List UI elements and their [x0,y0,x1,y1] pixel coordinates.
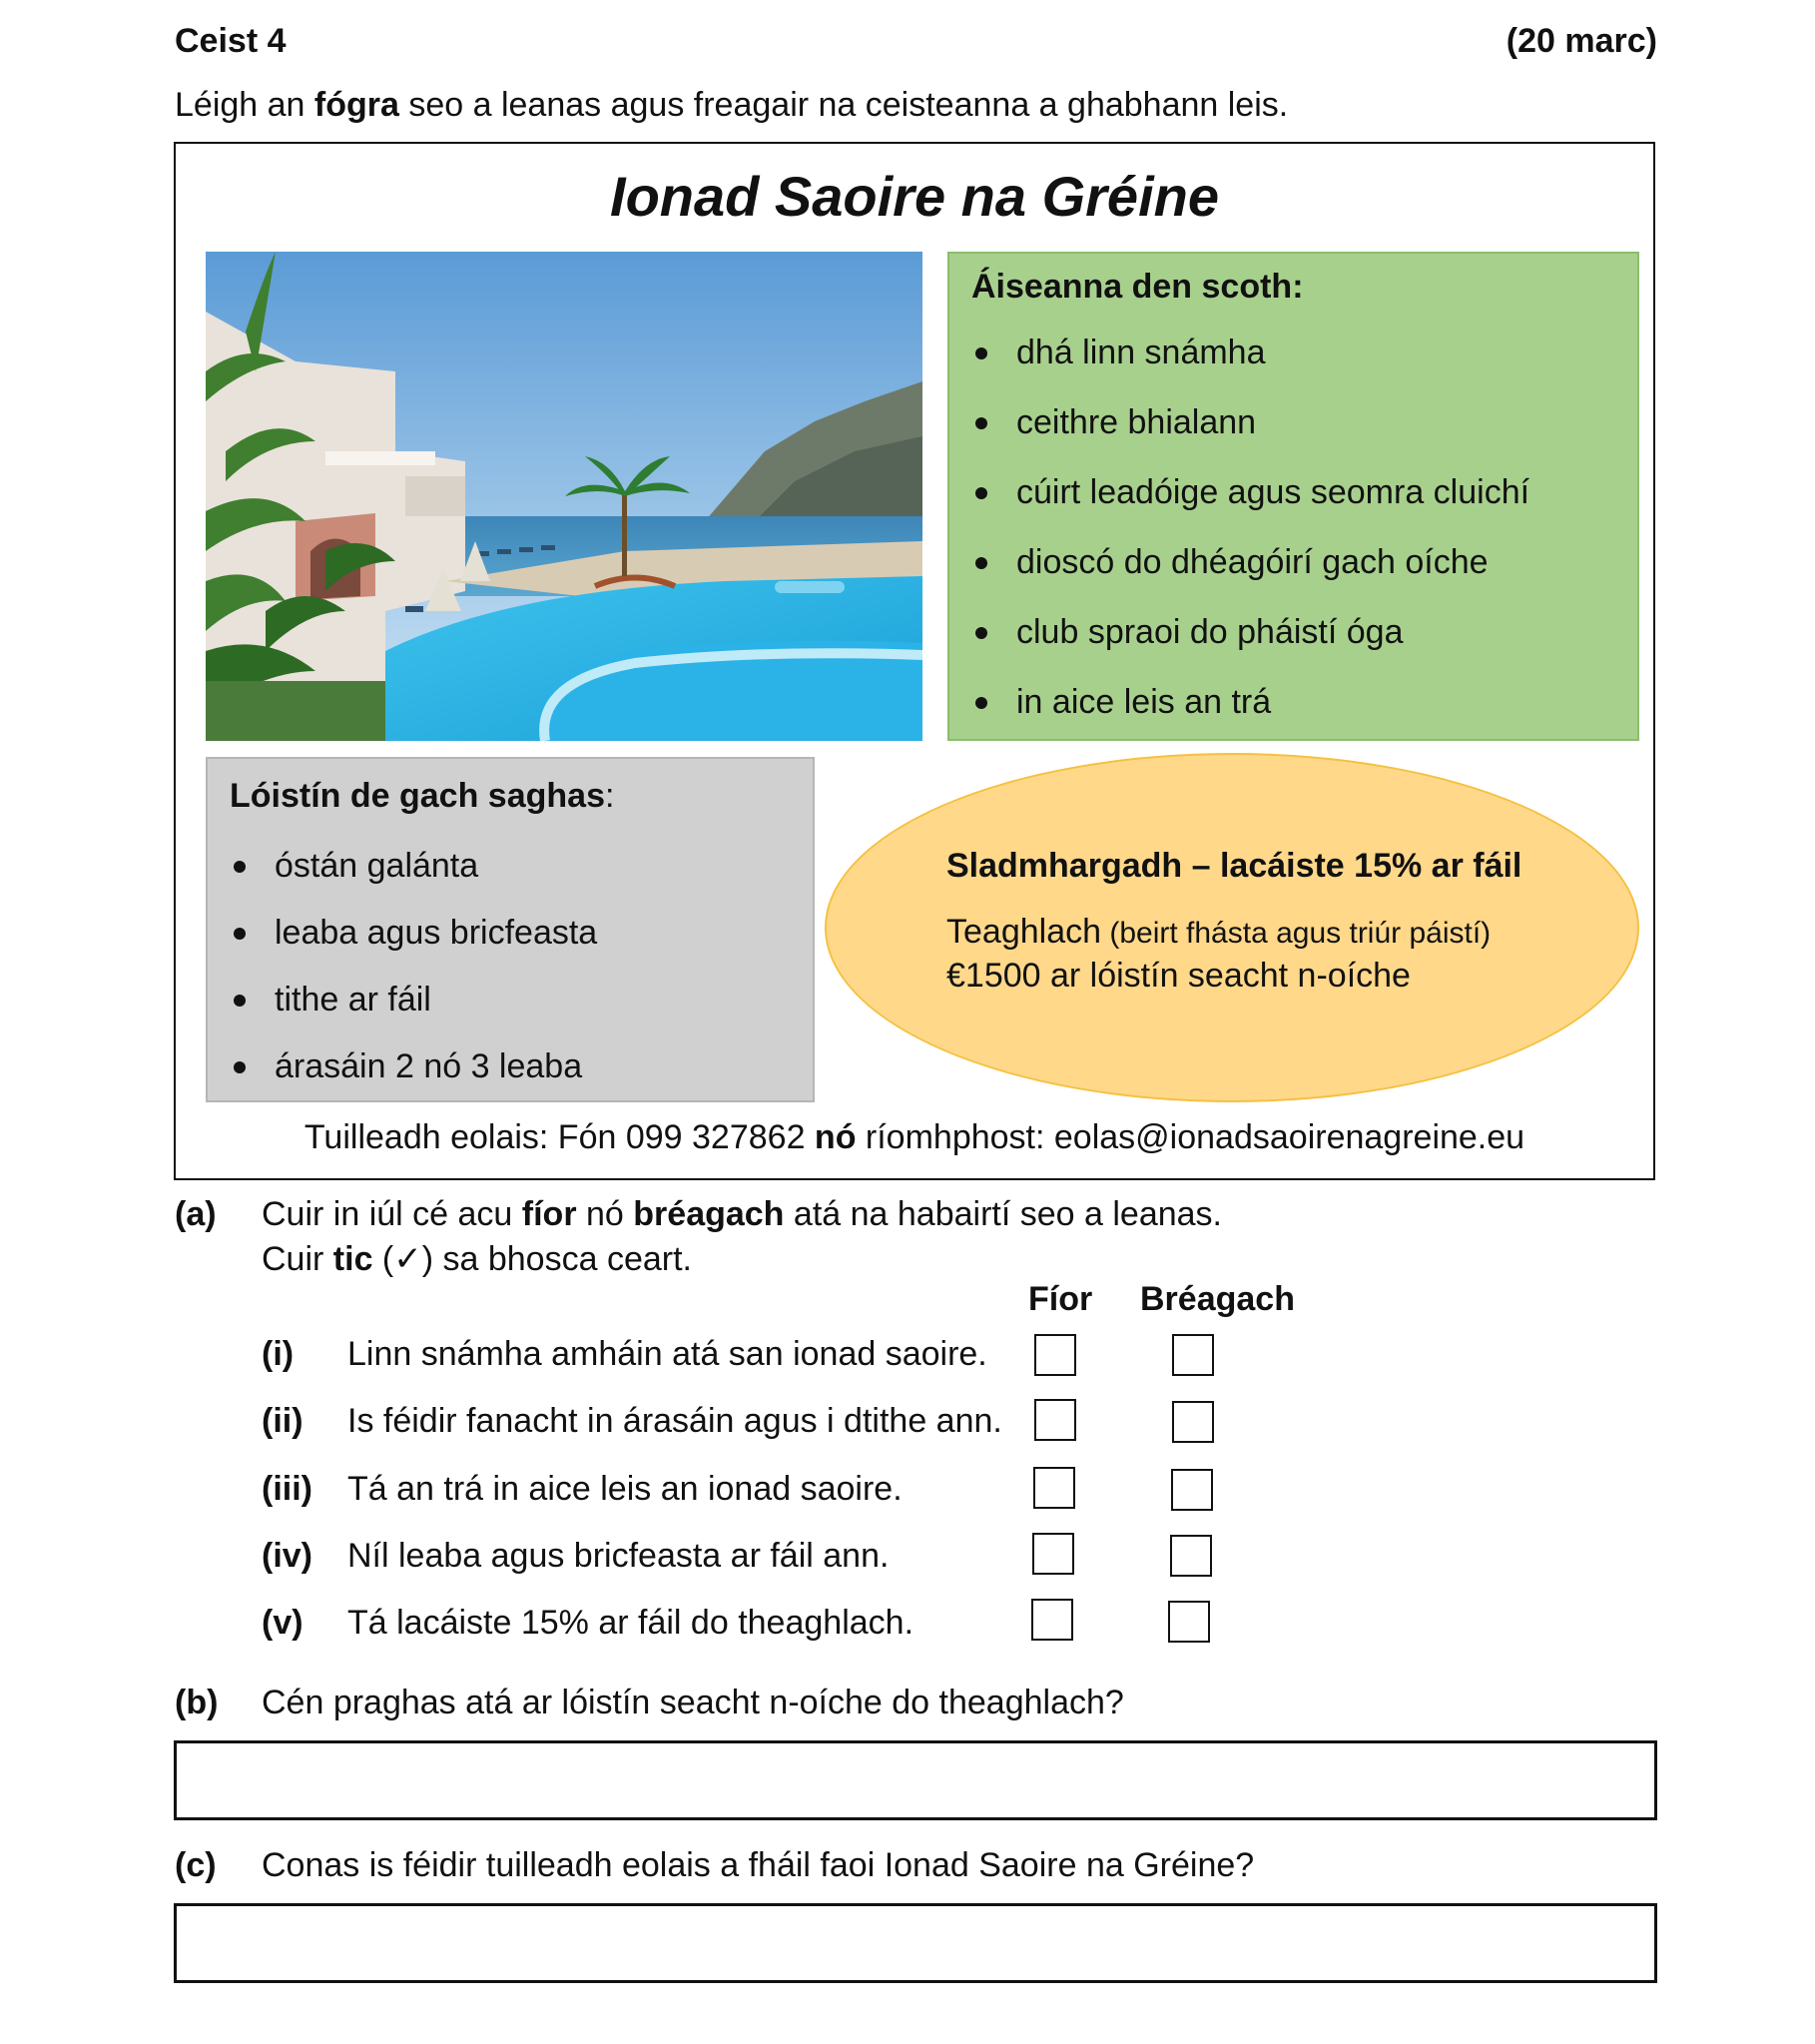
false-checkbox[interactable] [1168,1601,1210,1643]
list-item [230,845,597,887]
list-item-text: club spraoi do pháistí óga [1016,613,1404,651]
facilities-list [971,332,1529,751]
part-c-question: Conas is féidir tuilleadh eolais a fháil faoi Ionad Saoire na Gréine? [262,1846,1255,1884]
part-a-bold-false: bréagach [633,1195,785,1233]
offer-family-label: Teaghlach [946,913,1102,951]
part-a-bold-true: fíor [521,1195,577,1233]
offer-heading: Sladmhargadh – lacáiste 15% ar fáil [946,847,1522,885]
column-header-true: Fíor [1028,1280,1093,1318]
bullet-icon [234,861,246,873]
accommodation-heading-text: Lóistín de gach saghas [230,777,605,815]
list-item [230,912,597,954]
list-item-text: dhá linn snámha [1016,334,1266,371]
part-c-label: (c) [175,1846,217,1884]
list-item [230,979,597,1021]
instruction-bold: fógra [313,86,399,124]
part-b-answer-box[interactable] [174,1740,1657,1820]
accommodation-heading [230,777,614,816]
instruction-text [175,84,1288,126]
part-a-label: (a) [175,1195,217,1233]
statement-number: (iii) [262,1470,312,1508]
offer-family-line [946,913,1491,952]
accommodation-box [206,757,815,1102]
statement-number: (ii) [262,1402,303,1440]
list-item [971,471,1529,513]
false-checkbox[interactable] [1172,1401,1214,1443]
bullet-icon [975,557,987,569]
bullet-icon [975,697,987,709]
statement-number: (i) [262,1335,295,1373]
true-checkbox[interactable] [1034,1334,1076,1376]
list-item [971,541,1529,583]
instruction-pre: Léigh an [175,86,314,124]
statement-text: Tá an trá in aice leis an ionad saoire. [347,1470,903,1508]
marks-label: (20 marc) [1506,22,1657,60]
list-item [230,1045,597,1087]
bullet-icon [234,928,246,940]
resort-pool-photo [206,252,922,741]
facilities-box [947,252,1639,741]
part-a-text: Cuir in iúl cé acu [262,1195,522,1233]
part-b-question: Cén praghas atá ar lóistín seacht n-oíche do theaghlach? [262,1684,1124,1721]
part-a-instruction-2 [262,1238,692,1280]
part-b-label: (b) [175,1684,219,1721]
part-a-bold-tick: tic [332,1240,373,1278]
statement-number: (v) [262,1604,303,1642]
facilities-heading: Áiseanna den scoth: [971,268,1304,306]
list-item-text: óstán galánta [275,847,479,885]
bullet-icon [234,995,246,1007]
list-item-text: ceithre bhialann [1016,403,1257,441]
resort-pool-illustration [206,252,922,741]
contact-line [176,1118,1653,1157]
offer-price-line: €1500 ar lóistín seacht n-oíche [946,957,1411,995]
accommodation-list [230,845,597,1112]
statement-text: Níl leaba agus bricfeasta ar fáil ann. [347,1537,890,1575]
statement-text: Tá lacáiste 15% ar fáil do theaghlach. [347,1604,914,1642]
bullet-icon [975,627,987,639]
contact-phone: Tuilleadh eolais: Fón 099 327862 [303,1118,815,1156]
part-a-text: Cuir [262,1240,333,1278]
list-item-text: leaba agus bricfeasta [275,914,598,952]
bullet-icon [975,417,987,429]
part-a-text: (✓) sa bhosca ceart. [372,1240,692,1278]
part-c-answer-box[interactable] [174,1903,1657,1983]
list-item-text: árasáin 2 nó 3 leaba [275,1047,583,1085]
offer-family-detail: (beirt fhásta agus triúr páistí) [1101,917,1492,950]
list-item [971,332,1529,373]
question-title: Ceist 4 [175,22,287,60]
bullet-icon [975,487,987,499]
false-checkbox[interactable] [1170,1535,1212,1577]
bullet-icon [234,1061,246,1073]
list-item [971,681,1529,723]
list-item-text: cúirt leadóige agus seomra cluichí [1016,473,1530,511]
list-item [971,401,1529,443]
advertisement-box [174,142,1655,1180]
true-checkbox[interactable] [1031,1599,1073,1641]
statement-text: Linn snámha amháin atá san ionad saoire. [347,1335,987,1373]
true-checkbox[interactable] [1033,1467,1075,1509]
true-checkbox[interactable] [1032,1533,1074,1575]
column-header-false: Bréagach [1140,1280,1295,1318]
instruction-post: seo a leanas agus freagair na ceisteanna a ghabhann leis. [398,86,1289,124]
contact-email: ríomhphost: eolas@ionadsaoirenagreine.eu [856,1118,1525,1156]
list-item [971,611,1529,653]
true-checkbox[interactable] [1034,1399,1076,1441]
bullet-icon [975,347,987,359]
list-item-text: in aice leis an trá [1016,683,1272,721]
statement-number: (iv) [262,1537,312,1575]
false-checkbox[interactable] [1172,1334,1214,1376]
contact-or: nó [814,1118,857,1156]
list-item-text: dioscó do dhéagóirí gach oíche [1016,543,1489,581]
false-checkbox[interactable] [1171,1469,1213,1511]
accommodation-heading-colon: : [604,777,615,815]
ad-title: Ionad Saoire na Gréine [610,165,1219,228]
part-a-instruction-1 [262,1193,1222,1235]
list-item-text: tithe ar fáil [275,981,431,1019]
offer-oval [825,753,1639,1102]
statement-text: Is féidir fanacht in árasáin agus i dtithe ann. [347,1402,1002,1440]
part-a-text: atá na habairtí seo a leanas. [784,1195,1222,1233]
part-a-text: nó [576,1195,634,1233]
